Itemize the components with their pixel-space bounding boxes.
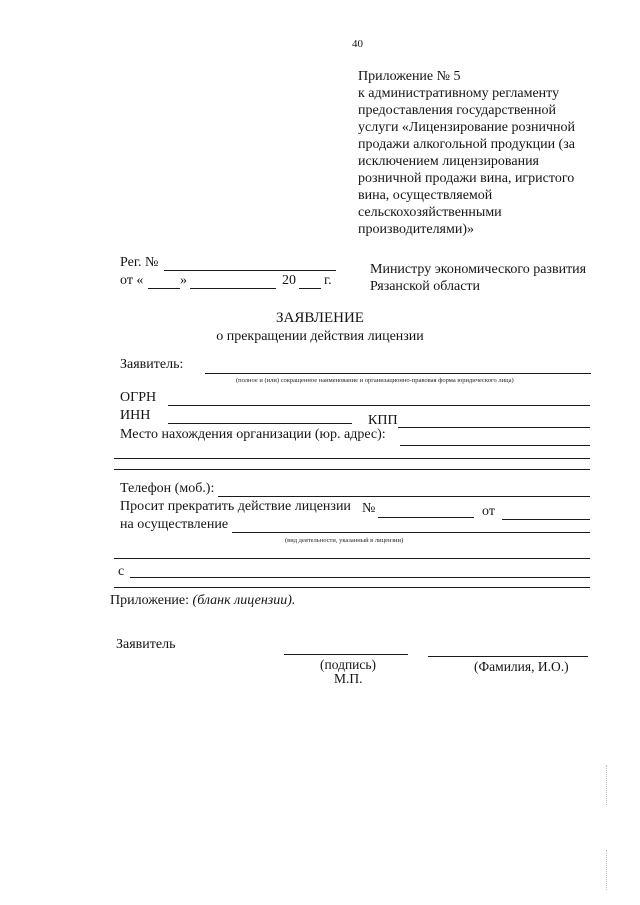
since-line-2[interactable] bbox=[114, 587, 590, 588]
signature-line[interactable] bbox=[284, 654, 408, 655]
phone-line[interactable] bbox=[218, 496, 590, 497]
phone-label: Телефон (моб.): bbox=[120, 481, 215, 496]
inn-label: ИНН bbox=[120, 408, 151, 423]
date-quote-close: » bbox=[180, 273, 187, 288]
activity-hint: (вид деятельности, указанный в лицензии) bbox=[285, 537, 404, 544]
applicant-name-line[interactable] bbox=[205, 373, 591, 374]
year-suffix: г. bbox=[324, 273, 332, 288]
activity-line-2[interactable] bbox=[114, 558, 590, 559]
ogrn-line[interactable] bbox=[168, 405, 590, 406]
activity-label: на осуществление bbox=[120, 517, 229, 532]
address-line-3[interactable] bbox=[114, 469, 590, 470]
license-number-line[interactable] bbox=[378, 517, 474, 518]
appendix-line: продажи алкогольной продукции (за bbox=[358, 137, 575, 152]
appendix-line: предоставления государственной bbox=[358, 103, 557, 118]
appendix-line: исключением лицензирования bbox=[358, 154, 539, 169]
signature-hint: (подпись) bbox=[320, 657, 377, 672]
stamp-label: М.П. bbox=[334, 671, 363, 686]
appendix-line: вина, осуществляемой bbox=[358, 188, 493, 203]
appendix-line: к административному регламенту bbox=[358, 86, 560, 101]
page-number: 40 bbox=[352, 38, 363, 50]
since-label: с bbox=[118, 564, 125, 579]
date-month-line[interactable] bbox=[190, 288, 276, 289]
appendix-line: Приложение № 5 bbox=[358, 69, 461, 84]
license-date-line[interactable] bbox=[502, 519, 590, 520]
document-title: ЗАЯВЛЕНИЕ bbox=[276, 310, 364, 326]
inn-line[interactable] bbox=[168, 423, 352, 424]
attachment-row bbox=[110, 592, 295, 609]
date-year-line[interactable] bbox=[299, 288, 321, 289]
attachment-value: (бланк лицензии). bbox=[192, 593, 296, 608]
scan-mark bbox=[606, 850, 608, 890]
year-prefix: 20 bbox=[282, 273, 296, 288]
attachment-label: Приложение: bbox=[110, 593, 190, 608]
date-day-line[interactable] bbox=[148, 288, 180, 289]
appendix-line: услуги «Лицензирование розничной bbox=[358, 120, 576, 135]
address-line-1[interactable] bbox=[400, 445, 590, 446]
activity-line[interactable] bbox=[232, 532, 590, 533]
kpp-line[interactable] bbox=[398, 427, 590, 428]
address-label: Место нахождения организации (юр. адрес): bbox=[120, 427, 386, 442]
document-subtitle: о прекращении действия лицензии bbox=[216, 329, 424, 344]
license-from-label: от bbox=[482, 504, 495, 519]
request-label: Просит прекратить действие лицензии bbox=[120, 499, 351, 514]
ogrn-label: ОГРН bbox=[120, 390, 157, 405]
applicant-label: Заявитель: bbox=[120, 357, 184, 372]
signature-applicant-label: Заявитель bbox=[116, 637, 176, 652]
appendix-line: производителями)» bbox=[358, 222, 475, 237]
license-number-label: № bbox=[362, 501, 376, 516]
reg-number-line[interactable] bbox=[164, 270, 336, 271]
applicant-hint: (полное и (или) сокращенное наименование и организационно-правовая форма юридического лица) bbox=[236, 377, 514, 384]
since-line-1[interactable] bbox=[130, 577, 590, 578]
recipient-line-1: Министру экономического развития bbox=[370, 262, 587, 277]
name-hint: (Фамилия, И.О.) bbox=[474, 659, 569, 674]
kpp-label: КПП bbox=[368, 413, 398, 428]
address-line-2[interactable] bbox=[114, 458, 590, 459]
recipient-line-2: Рязанской области bbox=[370, 279, 481, 294]
appendix-line: сельскохозяйственными bbox=[358, 205, 502, 220]
scan-mark bbox=[606, 765, 608, 805]
appendix-block bbox=[358, 68, 575, 238]
name-line[interactable] bbox=[428, 656, 588, 657]
appendix-line: розничной продажи вина, игристого bbox=[358, 171, 575, 186]
reg-label: Рег. № bbox=[120, 255, 159, 270]
date-from-label: от « bbox=[120, 273, 144, 288]
